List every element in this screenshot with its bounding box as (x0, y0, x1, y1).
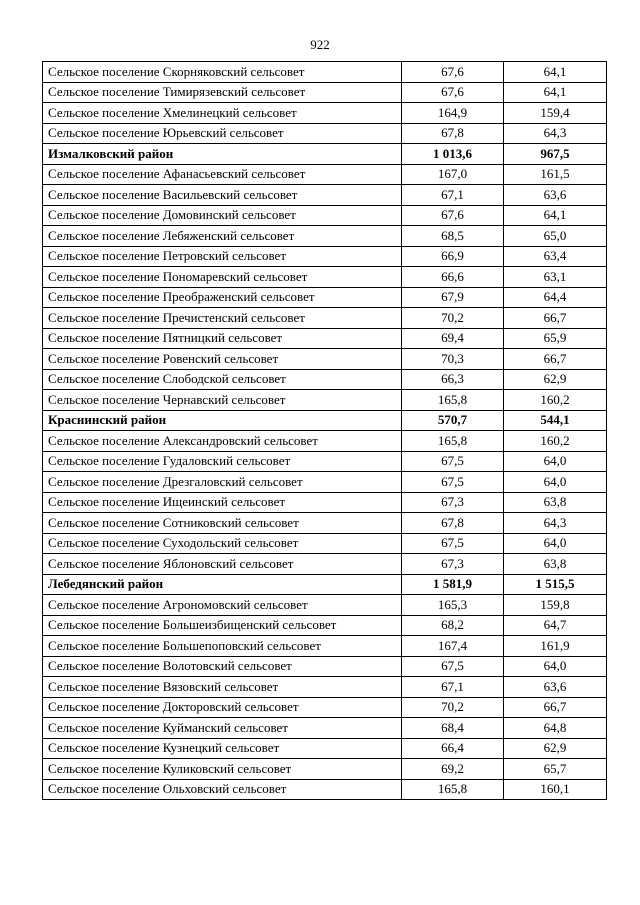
row-name-cell: Сельское поселение Ищеинский сельсовет (43, 492, 402, 513)
row-value-2-cell: 161,5 (504, 164, 607, 185)
row-value-1-cell: 165,8 (402, 431, 504, 452)
row-name-cell: Сельское поселение Васильевский сельсовет (43, 185, 402, 206)
row-name-cell: Сельское поселение Чернавский сельсовет (43, 390, 402, 411)
row-name-cell: Лебедянский район (43, 574, 402, 595)
row-value-1-cell: 167,0 (402, 164, 504, 185)
row-value-1-cell: 165,3 (402, 595, 504, 616)
table-row (43, 595, 607, 616)
row-name-cell: Измалковский район (43, 144, 402, 165)
row-value-1-cell: 67,1 (402, 677, 504, 698)
row-name-cell: Сельское поселение Юрьевский сельсовет (43, 123, 402, 144)
row-value-2-cell: 63,8 (504, 492, 607, 513)
row-value-2-cell: 63,4 (504, 246, 607, 267)
row-value-1-cell: 68,4 (402, 718, 504, 739)
row-value-1-cell: 1 013,6 (402, 144, 504, 165)
row-value-1-cell: 165,8 (402, 779, 504, 800)
row-name-cell: Сельское поселение Пречистенский сельсовет (43, 308, 402, 329)
row-value-2-cell: 63,8 (504, 554, 607, 575)
row-value-2-cell: 161,9 (504, 636, 607, 657)
row-name-cell: Сельское поселение Волотовский сельсовет (43, 656, 402, 677)
row-name-cell: Сельское поселение Гудаловский сельсовет (43, 451, 402, 472)
table-row (43, 513, 607, 534)
row-value-2-cell: 64,8 (504, 718, 607, 739)
row-value-2-cell: 64,0 (504, 656, 607, 677)
row-value-2-cell: 66,7 (504, 349, 607, 370)
table-row (43, 451, 607, 472)
row-name-cell: Сельское поселение Пятницкий сельсовет (43, 328, 402, 349)
table-row (43, 718, 607, 739)
table-row (43, 205, 607, 226)
table-row (43, 103, 607, 124)
table-row (43, 738, 607, 759)
row-name-cell: Сельское поселение Домовинский сельсовет (43, 205, 402, 226)
row-name-cell: Сельское поселение Кузнецкий сельсовет (43, 738, 402, 759)
row-value-2-cell: 1 515,5 (504, 574, 607, 595)
row-value-1-cell: 67,8 (402, 123, 504, 144)
row-value-2-cell: 66,7 (504, 308, 607, 329)
table-row (43, 82, 607, 103)
row-name-cell: Сельское поселение Александровский сельсовет (43, 431, 402, 452)
row-value-2-cell: 62,9 (504, 738, 607, 759)
row-value-1-cell: 67,5 (402, 656, 504, 677)
row-name-cell: Краснинский район (43, 410, 402, 431)
row-name-cell: Сельское поселение Хмелинецкий сельсовет (43, 103, 402, 124)
district-row (43, 574, 607, 595)
row-value-1-cell: 66,9 (402, 246, 504, 267)
row-value-1-cell: 67,6 (402, 82, 504, 103)
table-row (43, 615, 607, 636)
row-value-2-cell: 65,0 (504, 226, 607, 247)
table-row (43, 472, 607, 493)
row-name-cell: Сельское поселение Дрезгаловский сельсовет (43, 472, 402, 493)
row-value-1-cell: 67,5 (402, 451, 504, 472)
table-row (43, 390, 607, 411)
row-value-2-cell: 160,2 (504, 431, 607, 452)
row-value-2-cell: 64,4 (504, 287, 607, 308)
row-value-1-cell: 66,6 (402, 267, 504, 288)
row-value-1-cell: 67,5 (402, 533, 504, 554)
table-row (43, 308, 607, 329)
table-row (43, 185, 607, 206)
row-value-1-cell: 570,7 (402, 410, 504, 431)
row-name-cell: Сельское поселение Большеизбищенский сельсовет (43, 615, 402, 636)
table-row (43, 554, 607, 575)
table-row (43, 287, 607, 308)
row-name-cell: Сельское поселение Афанасьевский сельсовет (43, 164, 402, 185)
row-name-cell: Сельское поселение Вязовский сельсовет (43, 677, 402, 698)
row-value-2-cell: 64,1 (504, 82, 607, 103)
row-value-1-cell: 67,6 (402, 205, 504, 226)
row-value-1-cell: 69,4 (402, 328, 504, 349)
budget-table (42, 61, 607, 800)
row-value-2-cell: 159,8 (504, 595, 607, 616)
row-name-cell: Сельское поселение Куйманский сельсовет (43, 718, 402, 739)
row-name-cell: Сельское поселение Яблоновский сельсовет (43, 554, 402, 575)
row-value-2-cell: 63,1 (504, 267, 607, 288)
table-row (43, 349, 607, 370)
table-row (43, 779, 607, 800)
table-row (43, 62, 607, 83)
row-name-cell: Сельское поселение Пономаревский сельсовет (43, 267, 402, 288)
row-value-1-cell: 164,9 (402, 103, 504, 124)
row-name-cell: Сельское поселение Ровенский сельсовет (43, 349, 402, 370)
row-value-2-cell: 160,1 (504, 779, 607, 800)
row-value-1-cell: 66,4 (402, 738, 504, 759)
row-value-1-cell: 67,9 (402, 287, 504, 308)
table-row (43, 636, 607, 657)
row-value-1-cell: 165,8 (402, 390, 504, 411)
table-row (43, 246, 607, 267)
row-name-cell: Сельское поселение Лебяженский сельсовет (43, 226, 402, 247)
row-value-2-cell: 64,3 (504, 513, 607, 534)
row-value-2-cell: 64,7 (504, 615, 607, 636)
row-value-1-cell: 67,8 (402, 513, 504, 534)
row-value-1-cell: 1 581,9 (402, 574, 504, 595)
table-row (43, 267, 607, 288)
row-name-cell: Сельское поселение Большепоповский сельсовет (43, 636, 402, 657)
row-value-1-cell: 69,2 (402, 759, 504, 780)
row-value-2-cell: 64,1 (504, 205, 607, 226)
table-body (43, 62, 607, 800)
row-name-cell: Сельское поселение Куликовский сельсовет (43, 759, 402, 780)
row-name-cell: Сельское поселение Петровский сельсовет (43, 246, 402, 267)
row-name-cell: Сельское поселение Ольховский сельсовет (43, 779, 402, 800)
row-value-1-cell: 70,2 (402, 308, 504, 329)
row-value-2-cell: 65,7 (504, 759, 607, 780)
table-row (43, 656, 607, 677)
table-row (43, 533, 607, 554)
district-row (43, 410, 607, 431)
row-name-cell: Сельское поселение Тимирязевский сельсовет (43, 82, 402, 103)
row-value-2-cell: 64,0 (504, 533, 607, 554)
row-value-2-cell: 64,0 (504, 451, 607, 472)
row-value-2-cell: 63,6 (504, 677, 607, 698)
row-name-cell: Сельское поселение Сотниковский сельсовет (43, 513, 402, 534)
row-value-2-cell: 62,9 (504, 369, 607, 390)
row-name-cell: Сельское поселение Скорняковский сельсовет (43, 62, 402, 83)
table-row (43, 164, 607, 185)
table-row (43, 226, 607, 247)
row-value-2-cell: 160,2 (504, 390, 607, 411)
row-value-1-cell: 66,3 (402, 369, 504, 390)
district-row (43, 144, 607, 165)
table-row (43, 759, 607, 780)
row-value-1-cell: 167,4 (402, 636, 504, 657)
row-value-1-cell: 68,5 (402, 226, 504, 247)
row-value-1-cell: 67,3 (402, 554, 504, 575)
row-value-2-cell: 967,5 (504, 144, 607, 165)
row-value-1-cell: 67,6 (402, 62, 504, 83)
row-value-1-cell: 67,3 (402, 492, 504, 513)
row-name-cell: Сельское поселение Агрономовский сельсовет (43, 595, 402, 616)
table-row (43, 328, 607, 349)
table-row (43, 492, 607, 513)
row-value-1-cell: 67,1 (402, 185, 504, 206)
table-row (43, 369, 607, 390)
page-number: 922 (310, 37, 330, 52)
table-row (43, 697, 607, 718)
row-value-2-cell: 544,1 (504, 410, 607, 431)
row-name-cell: Сельское поселение Докторовский сельсовет (43, 697, 402, 718)
row-value-2-cell: 64,3 (504, 123, 607, 144)
row-value-1-cell: 67,5 (402, 472, 504, 493)
row-value-2-cell: 159,4 (504, 103, 607, 124)
row-value-2-cell: 65,9 (504, 328, 607, 349)
row-name-cell: Сельское поселение Слободской сельсовет (43, 369, 402, 390)
row-name-cell: Сельское поселение Преображенский сельсовет (43, 287, 402, 308)
table-row (43, 431, 607, 452)
row-value-2-cell: 64,1 (504, 62, 607, 83)
table-row (43, 677, 607, 698)
row-value-2-cell: 66,7 (504, 697, 607, 718)
row-value-1-cell: 70,3 (402, 349, 504, 370)
row-name-cell: Сельское поселение Суходольский сельсовет (43, 533, 402, 554)
row-value-1-cell: 68,2 (402, 615, 504, 636)
row-value-2-cell: 63,6 (504, 185, 607, 206)
row-value-2-cell: 64,0 (504, 472, 607, 493)
table-row (43, 123, 607, 144)
row-value-1-cell: 70,2 (402, 697, 504, 718)
